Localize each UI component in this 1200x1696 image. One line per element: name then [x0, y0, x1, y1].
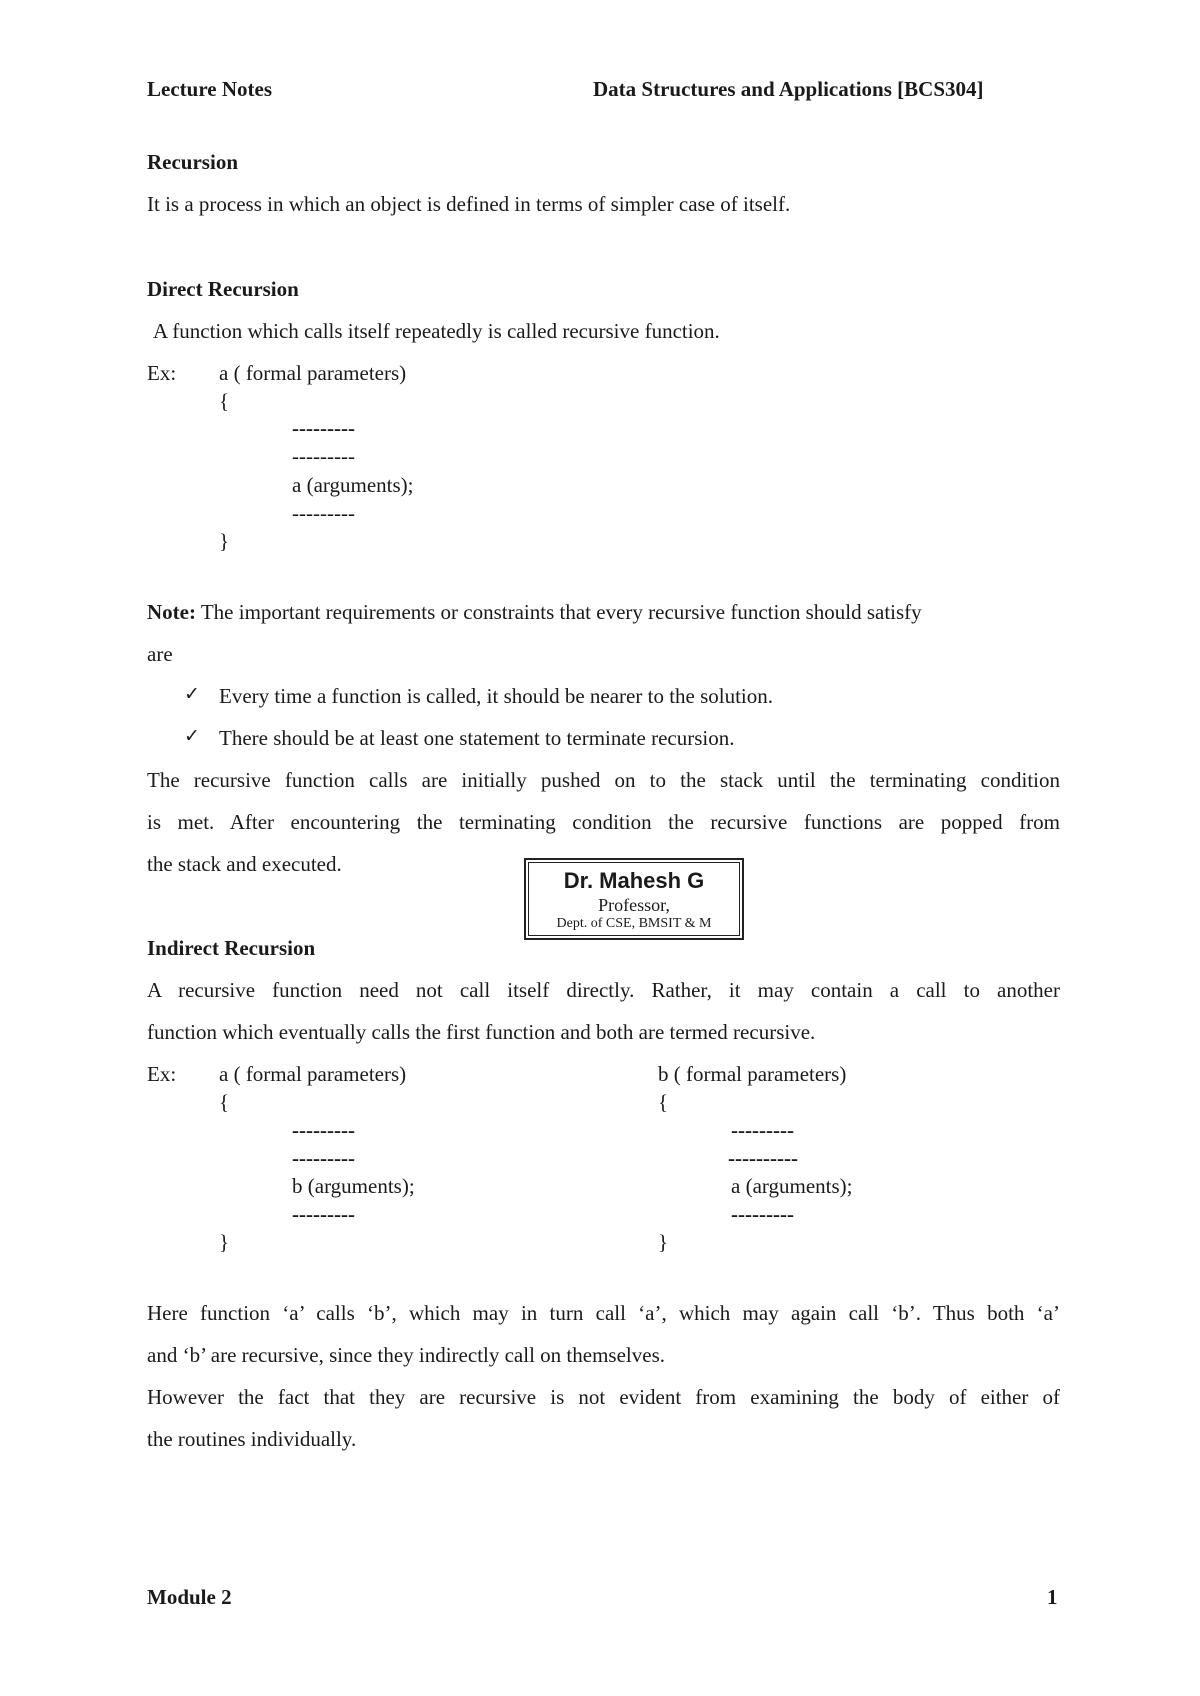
indirect-code-a-line1: --------- [292, 1118, 355, 1142]
stamp-name: Dr. Mahesh G [563, 868, 705, 893]
header-left: Lecture Notes [147, 77, 272, 101]
direct-code-close-brace: } [219, 529, 230, 553]
note-label: Note: [147, 600, 196, 624]
header-right: Data Structures and Applications [BCS304] [593, 77, 984, 101]
footer-module: Module 2 [147, 1585, 232, 1609]
direct-recursion-heading: Direct Recursion [147, 277, 299, 301]
note-paragraph-line1: The recursive function calls are initially pushed on to the stack until the terminating condition [147, 768, 1060, 792]
indirect-ex-label: Ex: [147, 1062, 177, 1086]
indirect-code-b-signature: b ( formal parameters) [658, 1062, 847, 1086]
recursion-heading: Recursion [147, 150, 238, 174]
indirect-explain-line3: However the fact that they are recursive is not evident from examining the body of either of [147, 1385, 1060, 1409]
indirect-explain-line2: and ‘b’ are recursive, since they indirectly call on themselves. [147, 1343, 665, 1367]
direct-code-call: a (arguments); [292, 473, 414, 497]
note-line1 [147, 599, 1060, 625]
indirect-code-b-line1: --------- [731, 1118, 794, 1142]
indirect-code-a-close-brace: } [219, 1230, 230, 1254]
direct-code-line3: --------- [292, 501, 355, 525]
note-text-line2: are [147, 642, 173, 666]
indirect-code-b-line3: --------- [731, 1202, 794, 1226]
recursion-definition: It is a process in which an object is defined in terms of simpler case of itself. [147, 192, 791, 216]
footer-page-number: 1 [1047, 1585, 1058, 1609]
indirect-desc-line2: function which eventually calls the first function and both are termed recursive. [147, 1020, 816, 1044]
indirect-code-a-signature: a ( formal parameters) [219, 1062, 407, 1086]
indirect-code-b-line2: ---------- [728, 1146, 798, 1170]
stamp-dept: Dept. of CSE, BMSIT & M [556, 916, 712, 931]
indirect-code-b-call: a (arguments); [731, 1174, 853, 1198]
direct-recursion-description: A function which calls itself repeatedly is called recursive function. [153, 319, 720, 343]
indirect-code-a-line3: --------- [292, 1202, 355, 1226]
indirect-code-a-line2: --------- [292, 1146, 355, 1170]
note-paragraph-line2: is met. After encountering the terminating condition the recursive functions are popped from [147, 810, 1060, 834]
indirect-explain-line1: Here function ‘a’ calls ‘b’, which may in turn call ‘a’, which may again call ‘b’. Thus both ‘a’ [147, 1301, 1060, 1325]
indirect-code-a-open-brace: { [219, 1090, 230, 1114]
indirect-code-b-open-brace: { [658, 1090, 669, 1114]
direct-code-open-brace: { [219, 389, 230, 413]
author-stamp [524, 858, 744, 940]
indirect-desc-line1: A recursive function need not call itself directly. Rather, it may contain a call to another [147, 978, 1060, 1002]
indirect-explain-line4: the routines individually. [147, 1427, 357, 1451]
direct-code-line1: --------- [292, 416, 355, 440]
checkmark-icon: ✓ [184, 725, 200, 747]
indirect-code-b-close-brace: } [658, 1230, 669, 1254]
note-paragraph-line3: the stack and executed. [147, 852, 342, 876]
checkmark-icon: ✓ [184, 683, 200, 705]
direct-code-signature: a ( formal parameters) [219, 361, 407, 385]
indirect-recursion-heading: Indirect Recursion [147, 936, 316, 960]
direct-ex-label: Ex: [147, 361, 177, 385]
stamp-title: Professor, [598, 895, 670, 915]
note-bullet-1: Every time a function is called, it should be nearer to the solution. [219, 684, 774, 708]
direct-code-line2: --------- [292, 444, 355, 468]
note-bullet-2: There should be at least one statement to terminate recursion. [219, 726, 735, 750]
note-text-line1: The important requirements or constraints that every recursive function should satisfy [200, 600, 922, 624]
indirect-code-a-call: b (arguments); [292, 1174, 415, 1198]
